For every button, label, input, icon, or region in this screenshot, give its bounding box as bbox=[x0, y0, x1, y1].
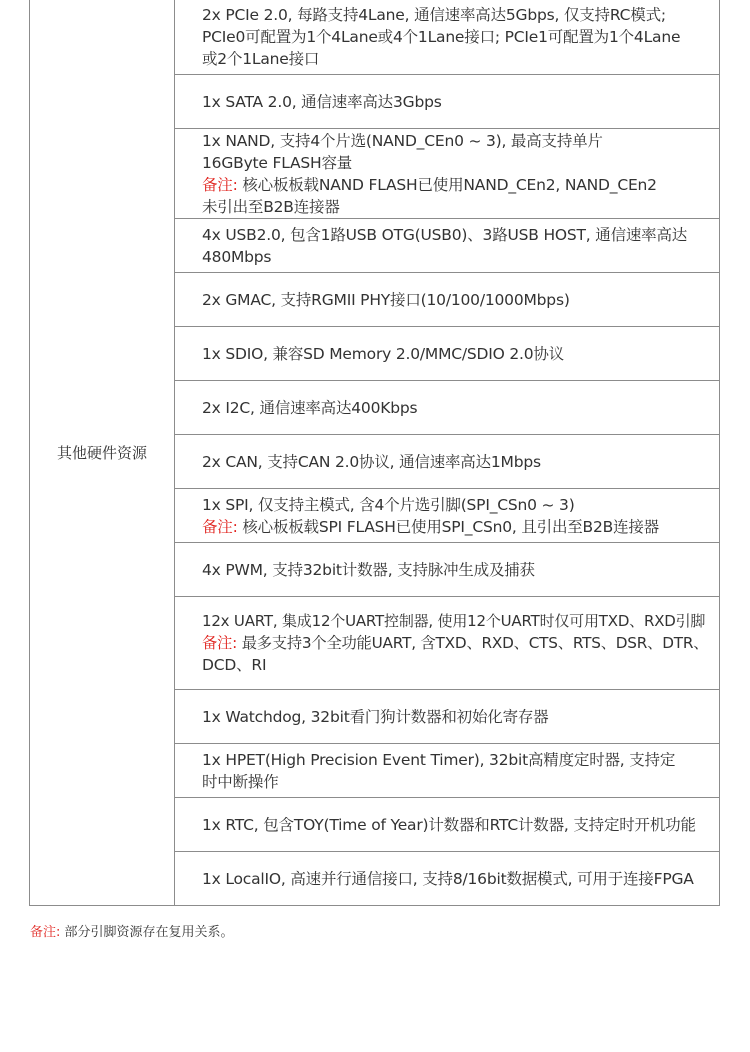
description-cell bbox=[175, 75, 720, 129]
description-line: 时中断操作 bbox=[202, 772, 279, 791]
description-cell bbox=[175, 852, 720, 906]
note-text: 最多支持3个全功能UART, 含TXD、RXD、CTS、RTS、DSR、DTR、 bbox=[237, 634, 709, 652]
description-cell bbox=[175, 273, 720, 327]
description-line: 1x SPI, 仅支持主模式, 含4个片选引脚(SPI_CSn0 ~ 3) bbox=[202, 495, 575, 514]
description-line: 2x GMAC, 支持RGMII PHY接口(10/100/1000Mbps) bbox=[202, 290, 570, 309]
description-cell bbox=[175, 543, 720, 597]
spec-table-body bbox=[30, 0, 720, 906]
description-line: 1x Watchdog, 32bit看门狗计数器和初始化寄存器 bbox=[202, 707, 549, 726]
description-line: 1x SDIO, 兼容SD Memory 2.0/MMC/SDIO 2.0协议 bbox=[202, 344, 565, 363]
description-cell bbox=[175, 0, 720, 75]
note-line bbox=[202, 654, 713, 676]
description-line: 4x USB2.0, 包含1路USB OTG(USB0)、3路USB HOST, 通信速率高达 bbox=[202, 225, 688, 244]
note-line bbox=[202, 196, 713, 218]
description-line: 2x I2C, 通信速率高达400Kbps bbox=[202, 398, 418, 417]
description-line: 2x PCIe 2.0, 每路支持4Lane, 通信速率高达5Gbps, 仅支持RC模式; bbox=[202, 6, 666, 24]
note-label: 备注: bbox=[202, 175, 238, 194]
footnote bbox=[30, 923, 234, 943]
description-line: PCIe0可配置为1个4Lane或4个1Lane接口; PCIe1可配置为1个4Lane bbox=[202, 28, 681, 46]
description-line: 1x HPET(High Precision Event Timer), 32bit高精度定时器, 支持定 bbox=[202, 750, 676, 769]
description-cell bbox=[175, 381, 720, 435]
note-text: 核心板板载SPI FLASH已使用SPI_CSn0, 且引出至B2B连接器 bbox=[237, 517, 659, 536]
description-line: 16GByte FLASH容量 bbox=[202, 153, 353, 172]
description-cell bbox=[175, 597, 720, 690]
description-line: 1x SATA 2.0, 通信速率高达3Gbps bbox=[202, 92, 442, 111]
description-cell bbox=[175, 744, 720, 798]
footnote-text: 部分引脚资源存在复用关系。 bbox=[60, 925, 234, 940]
note-line bbox=[202, 174, 713, 196]
note-label: 备注: bbox=[202, 517, 238, 536]
note-label: 备注: bbox=[202, 634, 238, 652]
description-cell bbox=[175, 219, 720, 273]
description-line: 12x UART, 集成12个UART控制器, 使用12个UART时仅可用TXD、RXD引脚 bbox=[202, 612, 706, 630]
footnote-label: 备注: bbox=[30, 925, 61, 940]
description-line: 1x RTC, 包含TOY(Time of Year)计数器和RTC计数器, 支持定时开机功能 bbox=[202, 815, 696, 834]
description-line: 1x LocalIO, 高速并行通信接口, 支持8/16bit数据模式, 可用于连接FPGA bbox=[202, 869, 694, 888]
description-line: 480Mbps bbox=[202, 247, 272, 266]
category-cell: 其他硬件资源 bbox=[30, 0, 175, 906]
description-line: 4x PWM, 支持32bit计数器, 支持脉冲生成及捕获 bbox=[202, 560, 535, 579]
description-line: 1x NAND, 支持4个片选(NAND_CEn0 ~ 3), 最高支持单片 bbox=[202, 131, 603, 150]
table-row bbox=[30, 0, 720, 75]
description-cell bbox=[175, 798, 720, 852]
description-line: 或2个1Lane接口 bbox=[202, 50, 320, 68]
description-cell bbox=[175, 489, 720, 543]
description-cell bbox=[175, 435, 720, 489]
hardware-spec-table bbox=[29, 0, 720, 906]
description-cell bbox=[175, 327, 720, 381]
description-cell bbox=[175, 690, 720, 744]
note-text: 核心板板载NAND FLASH已使用NAND_CEn2, NAND_CEn2 bbox=[237, 175, 657, 194]
note-line bbox=[202, 632, 713, 654]
note-text: DCD、RI bbox=[202, 656, 267, 674]
note-line bbox=[202, 516, 713, 538]
description-line: 2x CAN, 支持CAN 2.0协议, 通信速率高达1Mbps bbox=[202, 452, 541, 471]
note-text: 未引出至B2B连接器 bbox=[202, 197, 340, 216]
description-cell bbox=[175, 129, 720, 219]
